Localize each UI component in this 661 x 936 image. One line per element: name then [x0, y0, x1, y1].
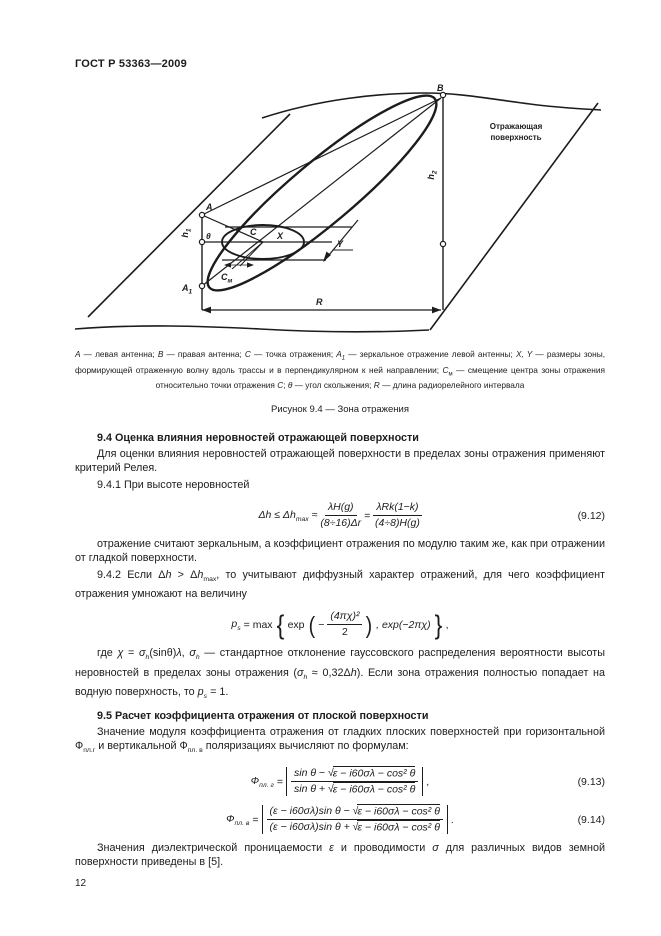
- equation-number: (9.12): [577, 509, 605, 522]
- section-94-paragraph-1: Для оценки влияния неровностей отражающей поверхности в пределах зоны отражения применяют критерий Релея.: [75, 448, 605, 475]
- doc-number: ГОСТ Р 53363—2009: [75, 58, 187, 70]
- formula-9-12: [75, 501, 605, 530]
- figure-title: Рисунок 9.4 — Зона отражения: [271, 404, 409, 416]
- label-cm: $C_м$: [221, 272, 233, 285]
- label-x: X: [277, 231, 284, 241]
- trailing-comma: ,: [426, 775, 430, 788]
- minus-sign: −: [318, 618, 325, 631]
- formula-9-14-fraction: $\frac{\text{(ε − i60σλ)sin θ − √ε − i60σλ − cos² θ}}{\text{(ε − i60σλ)sin θ + √ε − i60σλ − cos² θ}}$: [262, 805, 448, 834]
- marker-a-mid: [199, 239, 204, 244]
- marker-b: [440, 92, 445, 97]
- section-94-paragraph-2: отражение считают зеркальным, а коэффициент отражения по модулю таким же, как при отражении от гладкой поверхности.: [75, 538, 605, 565]
- formula-9-13-fraction: $\frac{\text{sin θ − √ε − i60σλ − cos² θ}}{\text{sin θ + √ε − i60σλ − cos² θ}}$: [286, 767, 423, 796]
- label-c: C: [250, 227, 257, 237]
- formula-ps-lhs: $p_s$: [231, 617, 241, 633]
- formula-9-12-fraction-2: $\frac{\text{λRk(1−k)}}{(4\div 8)H(g)}$: [375, 501, 420, 530]
- label-b: B: [437, 83, 444, 93]
- plane-left-edge: [88, 114, 290, 317]
- cm-arrow-left: [224, 262, 231, 267]
- exp-operator: exp: [287, 618, 305, 631]
- r-arrow-right: [432, 307, 441, 314]
- formula-9-14: [75, 805, 605, 834]
- trailing-comma: ,: [445, 618, 449, 631]
- formula-9-13: [75, 767, 605, 796]
- figure-legend: А — левая антенна; В — правая антенна; С — точка отражения; $А_1$ — зеркальное отражение левой антенны; X, Y — размеры зоны, формирующей отраженную волну вдоль трассы и в перпендикулярном к ней направлении; $С_м$ — смещение центра зоны отражения относительно точки отражения С; θ — угол скольжения; R — длина радиорелейного интервала: [75, 349, 605, 391]
- label-r: R: [316, 297, 323, 307]
- formula-9-12-fraction-1: $\frac{\lambda H(g)}{(8\div 16)\Delta r}$: [320, 501, 362, 530]
- section-95-heading: 9.5 Расчет коэффициента отражения от плоской поверхности: [97, 709, 429, 722]
- equals-sign: =: [276, 775, 283, 788]
- section-95-paragraph-1: Значение модуля коэффициента отражения от гладких плоских поверхностей при горизонтальной $Ф_{пл.г}$ и вертикальной $Ф_{пл. в}$ поляризациях вычисляют по формулам:: [75, 725, 605, 755]
- section-941-line: 9.4.1 При высоте неровностей: [97, 479, 250, 492]
- label-theta: θ: [206, 231, 211, 241]
- r-arrow-left: [202, 307, 211, 314]
- label-surface-line2: поверхность: [490, 133, 542, 142]
- label-h2: $h_2$: [426, 170, 439, 180]
- label-surface-line1: Отражающая: [489, 122, 543, 131]
- marker-a1: [199, 283, 204, 288]
- formula-9-14-lhs: $Ф_{пл. в}$: [226, 812, 250, 827]
- formula-9-13-lhs: $Ф_{пл. г}$: [250, 774, 274, 789]
- label-y: Y: [337, 239, 344, 249]
- section-95-paragraph-2: Значения диэлектрической проницаемости ε и проводимости σ для различных видов земной поверхности приведены в [5].: [75, 842, 605, 869]
- label-a: A: [206, 202, 213, 212]
- plane-bottom-edge: [75, 326, 429, 332]
- equation-number: (9.13): [577, 775, 605, 788]
- section-942-paragraph: 9.4.2 Если $\Delta h > \Delta h_{max}$, то учитывают диффузный характер отражений, для чего коэффициент отражения умножают на величину: [75, 569, 605, 601]
- marker-a: [199, 212, 204, 217]
- formula-ps-fraction: $\frac{\text{(4πχ)²}}{2}$: [327, 610, 362, 639]
- max-operator: = max: [243, 618, 273, 631]
- figure-reflection-zone: [0, 83, 661, 343]
- ray-a1-b: [202, 98, 441, 286]
- section-94-paragraph-3: где $\chi = \sigma_h(\sin\theta)\lambda$, $\sigma_h$ — стандартное отклонение гауссовского распределения вероятности высоты неровностей в пределах зоны отражения $(\sigma_h \approx 0,32\Delta h)$. Если зона отражения полностью попадает на водную поверхность, то $p_s = 1$.: [75, 647, 606, 700]
- equation-number: (9.14): [577, 813, 605, 826]
- equals-sign: =: [252, 813, 259, 826]
- marker-b-mid: [440, 241, 445, 246]
- formula-9-12-lhs: $\Delta h \le \Delta h_{max}$ ≈: [258, 508, 318, 523]
- equals-sign: =: [364, 509, 371, 522]
- cm-arrow-right: [247, 262, 254, 267]
- page-number: 12: [75, 878, 87, 890]
- figure-diagram: [0, 83, 661, 338]
- section-94-heading: 9.4 Оценка влияния неровностей отражающей поверхности: [97, 432, 419, 445]
- formula-ps: $p_s$ = max { exp ( − $\frac{\text{(4πχ)²}}{2}$ ) , exp(−2πχ) } ,: [231, 609, 449, 640]
- label-h1: $h_1$: [180, 228, 193, 238]
- formula-ps-tail: , exp(−2πχ): [376, 618, 431, 631]
- label-a1: $A_1$: [182, 283, 193, 296]
- trailing-period: .: [450, 813, 454, 826]
